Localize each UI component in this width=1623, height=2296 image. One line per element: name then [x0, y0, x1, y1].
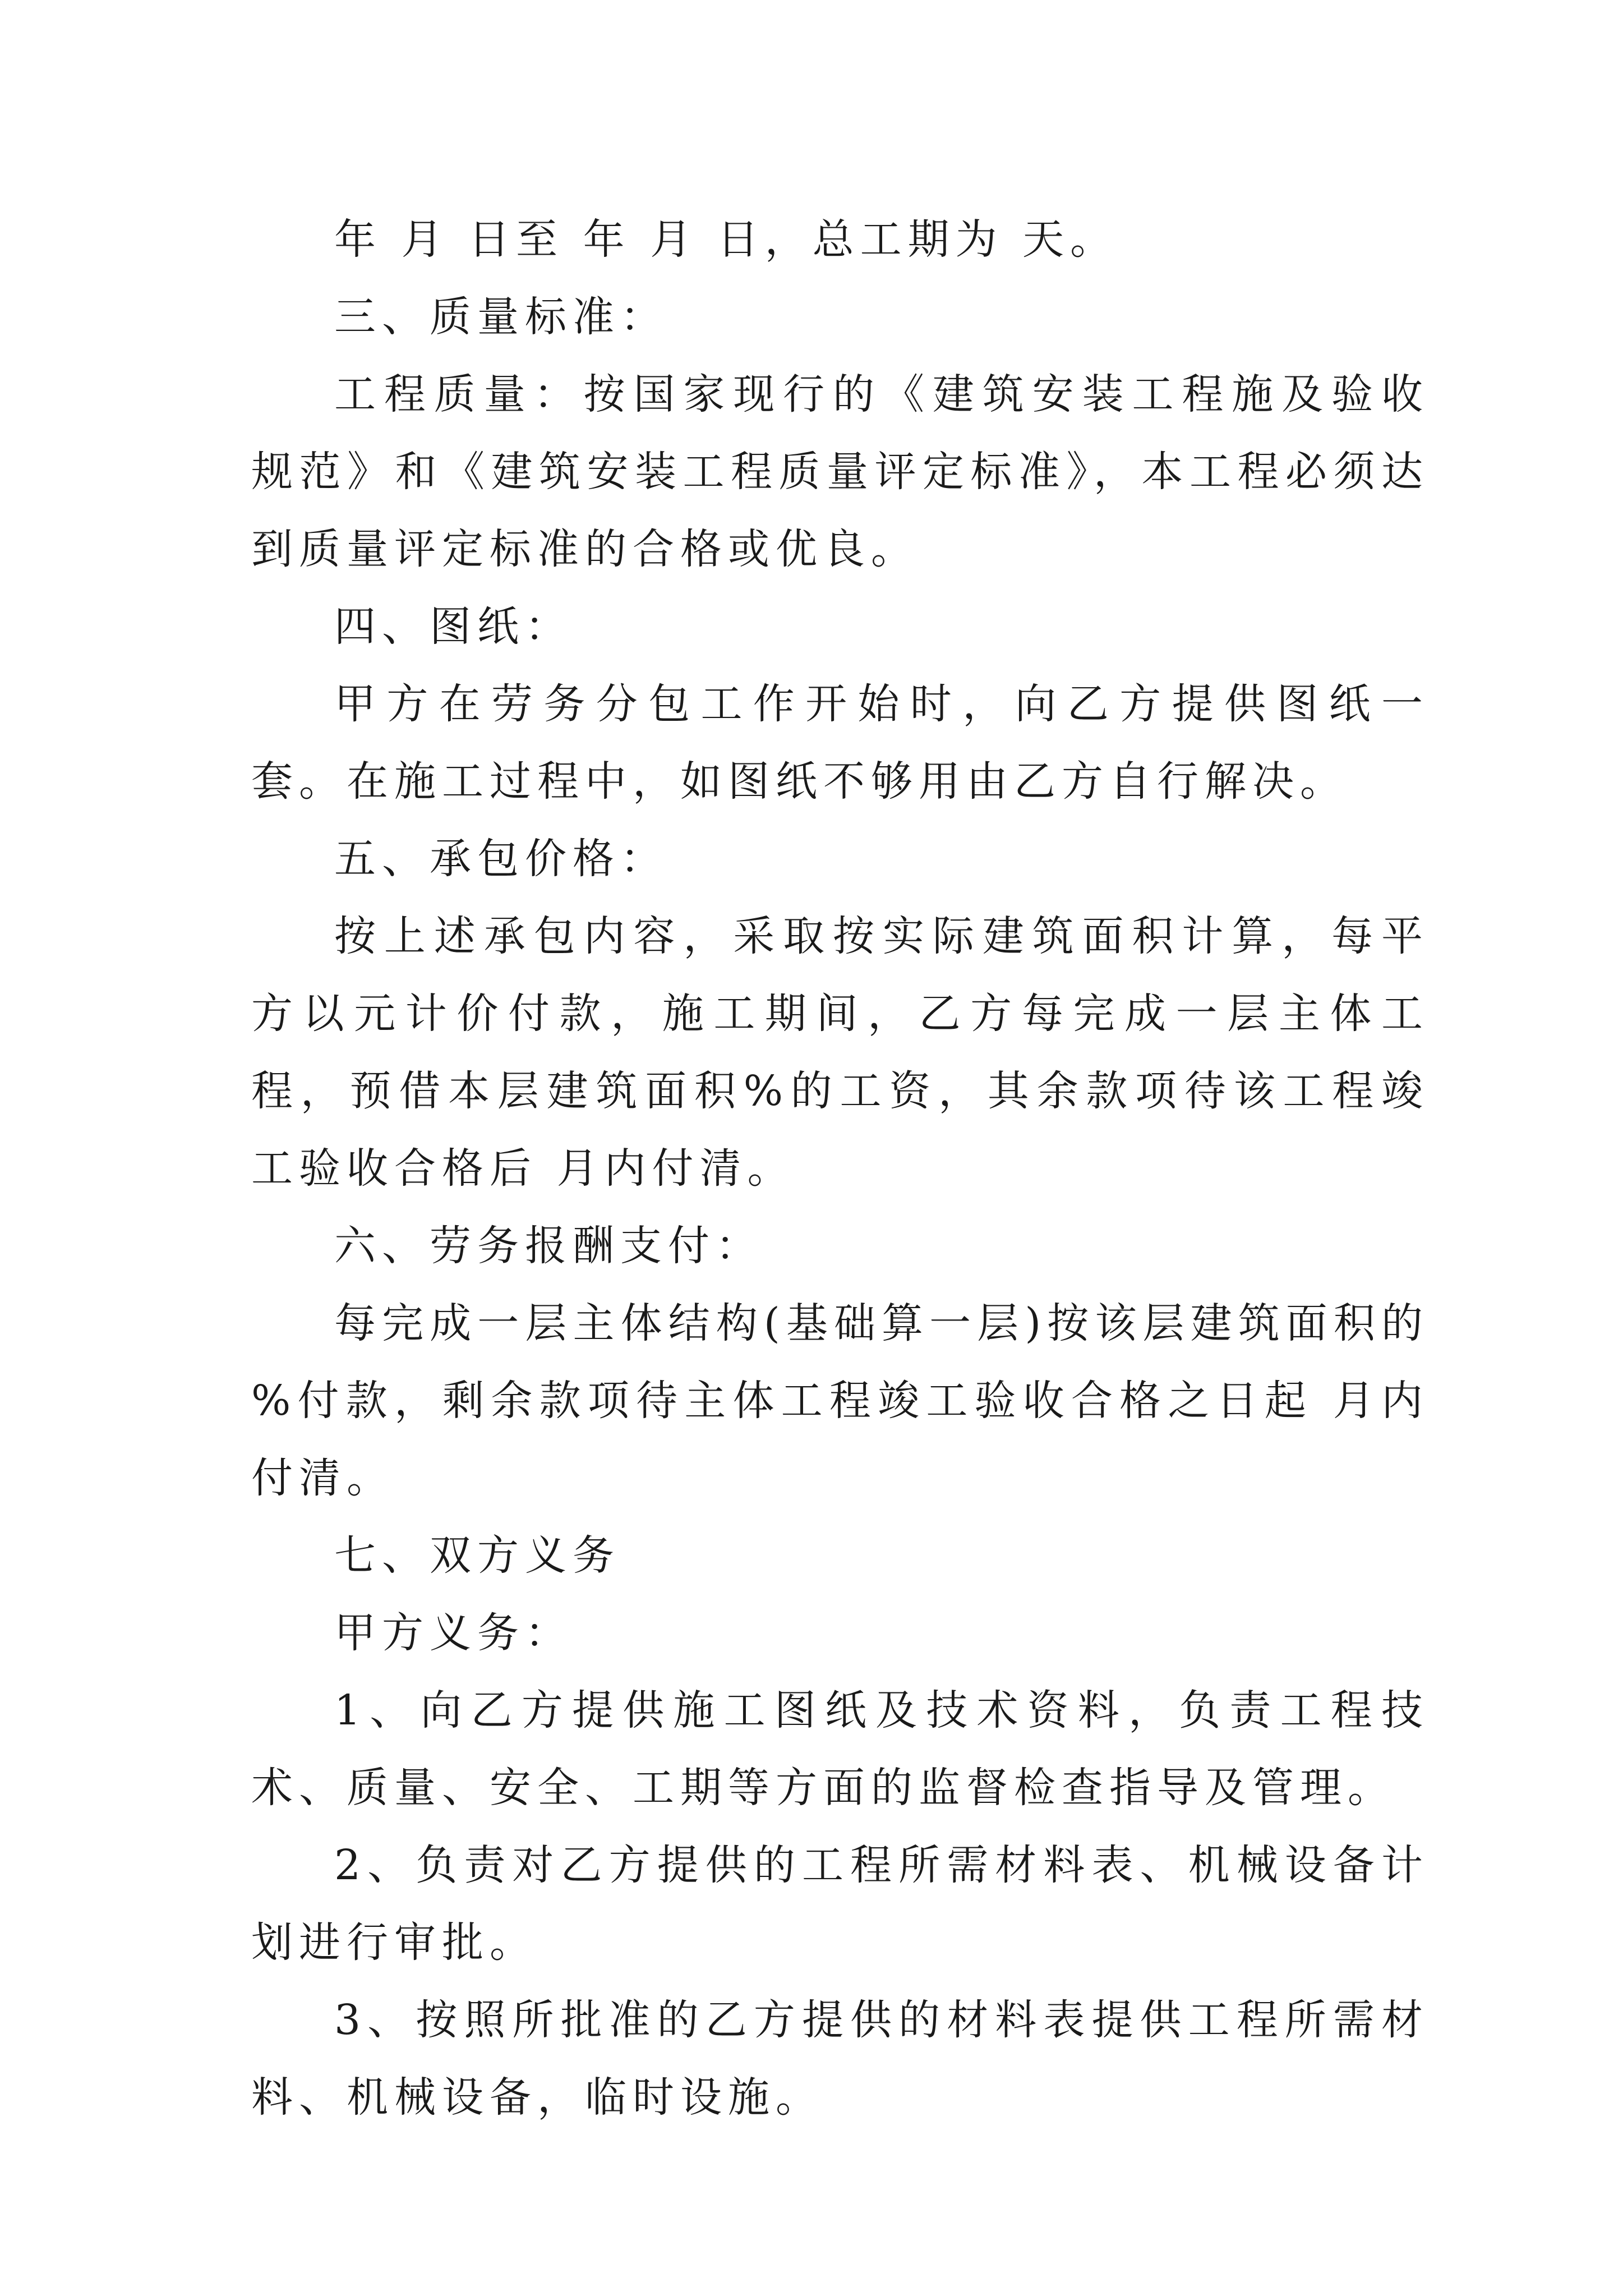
list-item-obligation-2: 2、负责对乙方提供的工程所需材料表、机械设备计划进行审批。 [251, 1841, 1429, 1967]
heading-contract-price: 五、承包价格： [334, 835, 668, 883]
paragraph-duration: 年 月 日至 年 月 日，总工期为 天。 [334, 215, 1118, 264]
paragraph-drawings: 甲方在劳务分包工作开始时，向乙方提供图纸一套。在施工过程中，如图纸不够用由乙方自行解决。 [251, 680, 1429, 806]
heading-payment: 六、劳务报酬支付： [334, 1222, 763, 1270]
paragraph-contract-price: 按上述承包内容，采取按实际建筑面积计算，每平方以元计价付款，施工期间，乙方每完成一层主体工程，预借本层建筑面积%的工资，其余款项待该工程竣工验收合格后 月内付清。 [251, 912, 1429, 1193]
heading-drawings: 四、图纸： [334, 602, 573, 651]
list-item-obligation-1: 1、向乙方提供施工图纸及技术资料，负责工程技术、质量、安全、工期等方面的监督检查指导及管理。 [251, 1686, 1429, 1812]
heading-quality-standard: 三、质量标准： [334, 293, 668, 341]
document-body [251, 201, 1429, 2136]
paragraph-payment: 每完成一层主体结构(基础算一层)按该层建筑面积的 %付款，剩余款项待主体工程竣工验收合格之日起 月内付清。 [251, 1299, 1429, 1502]
paragraph-quality: 工程质量：按国家现行的《建筑安装工程施及验收规范》和《建筑安装工程质量评定标准》，本工程必须达到质量评定标准的合格或优良。 [251, 370, 1429, 573]
heading-obligations: 七、双方义务 [334, 1531, 620, 1580]
subheading-party-a-obligations: 甲方义务： [334, 1609, 573, 1657]
list-item-obligation-3: 3、按照所批准的乙方提供的材料表提供工程所需材料、机械设备，临时设施。 [251, 1996, 1429, 2122]
